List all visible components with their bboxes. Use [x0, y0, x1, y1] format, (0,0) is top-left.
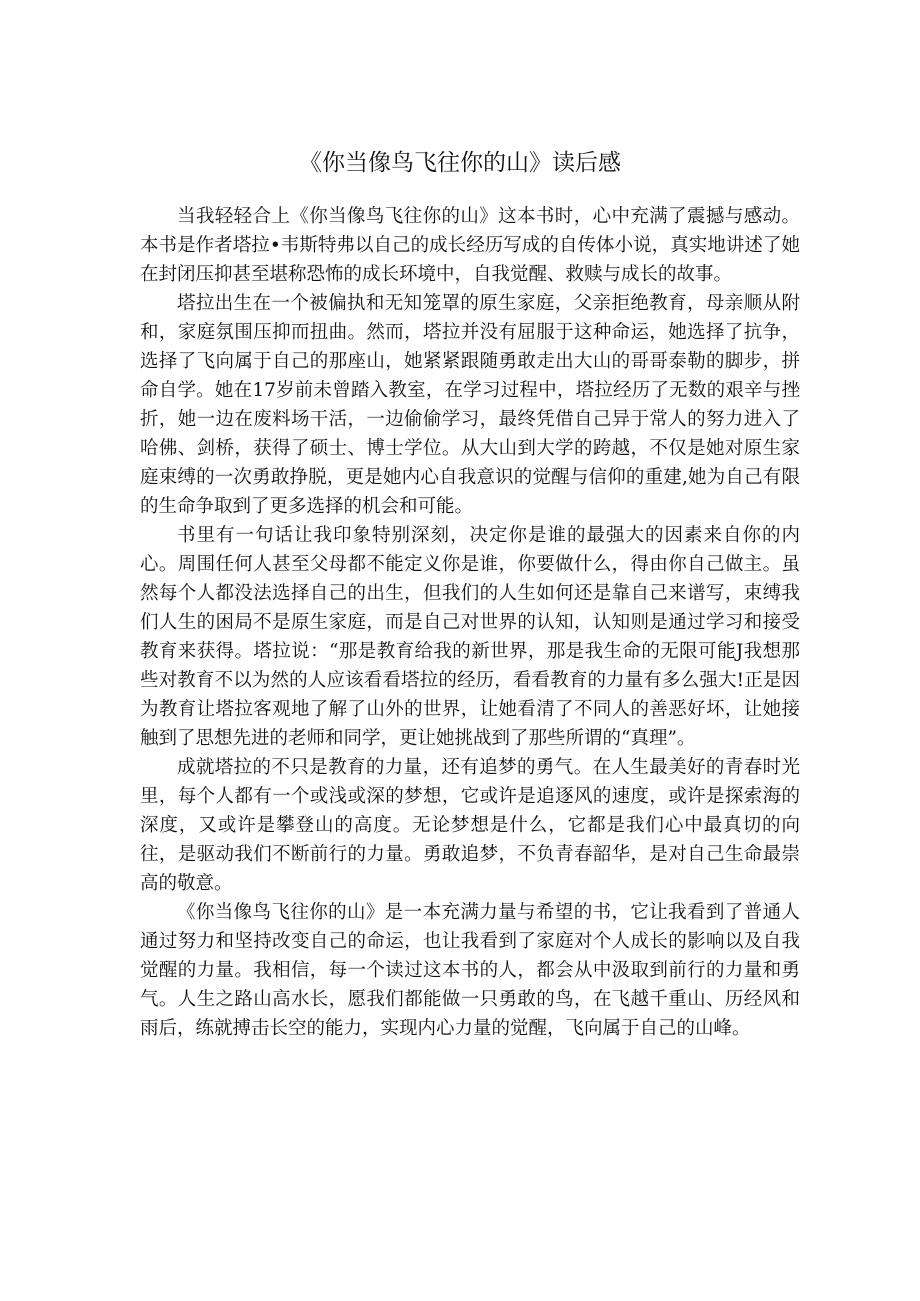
paragraph-3: 书里有一句话让我印象特别深刻，决定你是谁的最强大的因素来自你的内心。周围任何人甚至父母都不能定义你是谁，你要做什么，得由你自己做主。虽然每个人都没法选择自己的出生，但我们的人生如何还是靠自己来谱写，束缚我们人生的困局不是原生家庭，而是自己对世界的认知，认知则是通过学习和接受教育来获得。塔拉说：“那是教育给我的新世界，那是我生命的无限可能J我想那些对教育不以为然的人应该看看塔拉的经历，看看教育的力量有多么强大!正是因为教育让塔拉客观地了解了山外的世界，让她看清了不同人的善恶好坏，让她接触到了思想先进的老师和同学，更让她挑战到了那些所谓的“真理”。 [140, 525, 800, 749]
document-title: 《你当像鸟飞往你的山》读后感 [299, 150, 621, 176]
paragraph-1: 当我轻轻合上《你当像鸟飞往你的山》这本书时，心中充满了震撼与感动。本书是作者塔拉•韦斯特弗以自己的成长经历写成的自传体小说，真实地讲述了她在封闭压抑甚至堪称恐怖的成长环境中，自我觉醒、救赎与成长的故事。 [140, 206, 800, 285]
paragraph-4: 成就塔拉的不只是教育的力量，还有追梦的勇气。在人生最美好的青春时光里，每个人都有一个或浅或深的梦想，它或许是追逐风的速度，或许是探索海的深度，又或许是攀登山的高度。无论梦想是什么，它都是我们心中最真切的向往，是驱动我们不断前行的力量。勇敢追梦，不负青春韶华，是对自己生命最崇高的敬意。 [140, 757, 800, 894]
paragraph-5: 《你当像鸟飞往你的山》是一本充满力量与希望的书，它让我看到了普通人通过努力和坚持改变自己的命运，也让我看到了家庭对个人成长的影响以及自我觉醒的力量。我相信，每一个读过这本书的人，都会从中汲取到前行的力量和勇气。人生之路山高水长，愿我们都能做一只勇敢的鸟，在飞越千重山、历经风和雨后，练就搏击长空的能力，实现内心力量的觉醒，飞向属于自己的山峰。 [140, 902, 800, 1039]
paragraph-2: 塔拉出生在一个被偏执和无知笼罩的原生家庭，父亲拒绝教育，母亲顺从附和，家庭氛围压抑而扭曲。然而，塔拉并没有屈服于这种命运，她选择了抗争，选择了飞向属于自己的那座山，她紧紧跟随勇敢走出大山的哥哥泰勒的脚步，拼命自学。她在17岁前未曾踏入教室，在学习过程中，塔拉经历了无数的艰辛与挫折，她一边在废料场干活，一边偷偷学习，最终凭借自己异于常人的努力进入了哈佛、剑桥，获得了硕士、博士学位。从大山到大学的跨越，不仅是她对原生家庭束缚的一次勇敢挣脱，更是她内心自我意识的觉醒与信仰的重建,她为自己有限的生命争取到了更多选择的机会和可能。 [140, 293, 800, 517]
document-body [140, 202, 800, 1043]
